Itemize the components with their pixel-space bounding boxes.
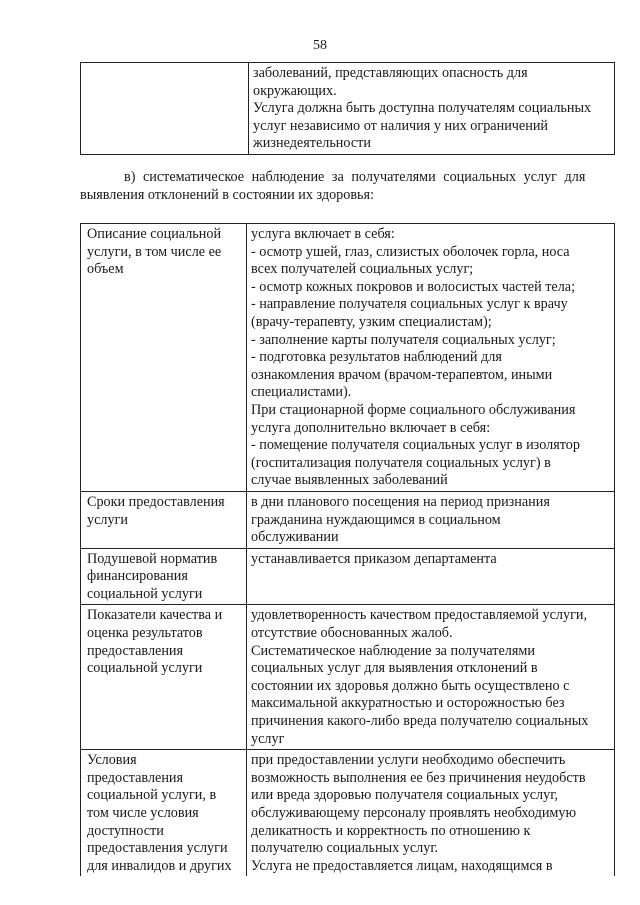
value-line: или вреда здоровью получателя социальных услуг, (251, 787, 558, 804)
value-line: услуга дополнительно включает в себя: (251, 419, 491, 436)
value-line: устанавливается приказом департамента (251, 550, 497, 567)
value-line: возможность выполнения ее без причинения неудобств (251, 769, 586, 786)
label-line: том числе условия (87, 805, 199, 821)
value-line: социальных услуг для выявления отклонений в (251, 660, 538, 677)
value-line: случае выявленных заболеваний (251, 472, 448, 489)
value-line: в дни планового посещения на период признания (251, 493, 550, 510)
value-cell (247, 224, 615, 492)
label-cell (81, 548, 247, 605)
label-line: доступности (87, 822, 164, 839)
value-line: гражданина нуждающимся в социальном (251, 511, 501, 528)
label-line: услуги, в том числе ее (87, 243, 222, 260)
label-line: предоставления (87, 769, 184, 786)
label-line: для инвалидов и других (87, 857, 232, 874)
value-line: специалистами). (251, 384, 352, 401)
value-line: (врачу-терапевту, узким специалистам); (251, 313, 492, 330)
value-line: отсутствие обоснованных жалоб. (251, 625, 453, 642)
label-line: Подушевой норматив (87, 550, 218, 567)
value-line: обслуживании (251, 529, 339, 546)
value-line: деликатность и корректность по отношению к (251, 822, 531, 839)
label-cell (81, 491, 247, 548)
page-number: 58 (313, 38, 327, 53)
label-line: Описание социальной (87, 226, 222, 242)
value-line: услуг (251, 730, 285, 747)
label-line: предоставления услуги (87, 840, 228, 857)
value-line: при предоставлении услуги необходимо обеспечить (251, 752, 566, 769)
value-line: - осмотр кожных покровов и волосистых частей тела; (251, 278, 576, 295)
label-cell (81, 63, 249, 155)
label-line: социальной услуги (87, 585, 203, 602)
label-cell (81, 224, 247, 492)
value-line: - направление получателя социальных услуг к врачу (251, 296, 568, 313)
value-line: состоянии их здоровья должно быть осуществлено с (251, 677, 570, 694)
value-line: (госпитализация получателя социальных услуг) в (251, 454, 551, 471)
section-intro (80, 168, 612, 204)
value-cell (247, 491, 615, 548)
value-line: Услуга не предоставляется лицам, находящимся в (251, 857, 553, 874)
table-row (81, 548, 615, 605)
continuation-table (80, 62, 615, 155)
label-cell (81, 605, 247, 750)
value-line: максимальной аккуратностью и осторожностью без (251, 695, 565, 712)
value-line: Систематическое наблюдение за получателями (251, 642, 535, 659)
label-cell (81, 750, 247, 877)
value-line: - заполнение карты получателя социальных услуг; (251, 331, 556, 348)
label-line: социальной услуги, в (87, 787, 217, 804)
value-line: обслуживающему персоналу проявлять необходимую (251, 805, 577, 821)
value-line: услуга включает в себя: (251, 226, 395, 242)
value-line: получателю социальных услуг. (251, 840, 439, 857)
text-line: Услуга должна быть доступна получателям социальных (253, 100, 592, 117)
label-line: Условия (87, 752, 137, 769)
text-line: окружающих. (253, 82, 337, 99)
intro-line: в) систематическое наблюдение за получателями социальных услуг для (124, 169, 586, 185)
label-line: услуги (87, 511, 128, 528)
table-row (81, 491, 615, 548)
intro-line: выявления отклонений в состоянии их здоровья: (80, 187, 374, 203)
label-line: финансирования (87, 568, 188, 585)
value-line: - осмотр ушей, глаз, слизистых оболочек горла, носа (251, 243, 570, 260)
label-line: социальной услуги (87, 660, 203, 677)
value-line: причинения какого-либо вреда получателю социальных (251, 713, 589, 730)
value-line: ознакомления врачом (врачом-терапевтом, иными (251, 366, 553, 383)
value-cell (249, 63, 615, 155)
value-cell (247, 750, 615, 877)
value-line: удовлетворенность качеством предоставляемой услуги, (251, 607, 588, 624)
table-row (81, 750, 615, 877)
value-line: При стационарной форме социального обслуживания (251, 401, 576, 418)
text-line: услуг независимо от наличия у них ограничений (253, 117, 549, 134)
value-cell (247, 605, 615, 750)
value-line: всех получателей социальных услуг; (251, 261, 474, 278)
table-row (81, 605, 615, 750)
value-line: - подготовка результатов наблюдений для (251, 349, 502, 366)
label-line: Показатели качества и (87, 607, 223, 624)
label-line: объем (87, 261, 124, 278)
value-cell (247, 548, 615, 605)
text-line: заболеваний, представляющих опасность для (253, 65, 528, 81)
label-line: Сроки предоставления (87, 493, 225, 510)
table-row (81, 63, 615, 155)
label-line: оценка результатов (87, 625, 203, 642)
text-line: жизнедеятельности (253, 135, 371, 152)
service-table (80, 223, 615, 876)
label-line: предоставления (87, 642, 184, 659)
table-row (81, 224, 615, 492)
value-line: - помещение получателя социальных услуг в изолятор (251, 437, 580, 454)
